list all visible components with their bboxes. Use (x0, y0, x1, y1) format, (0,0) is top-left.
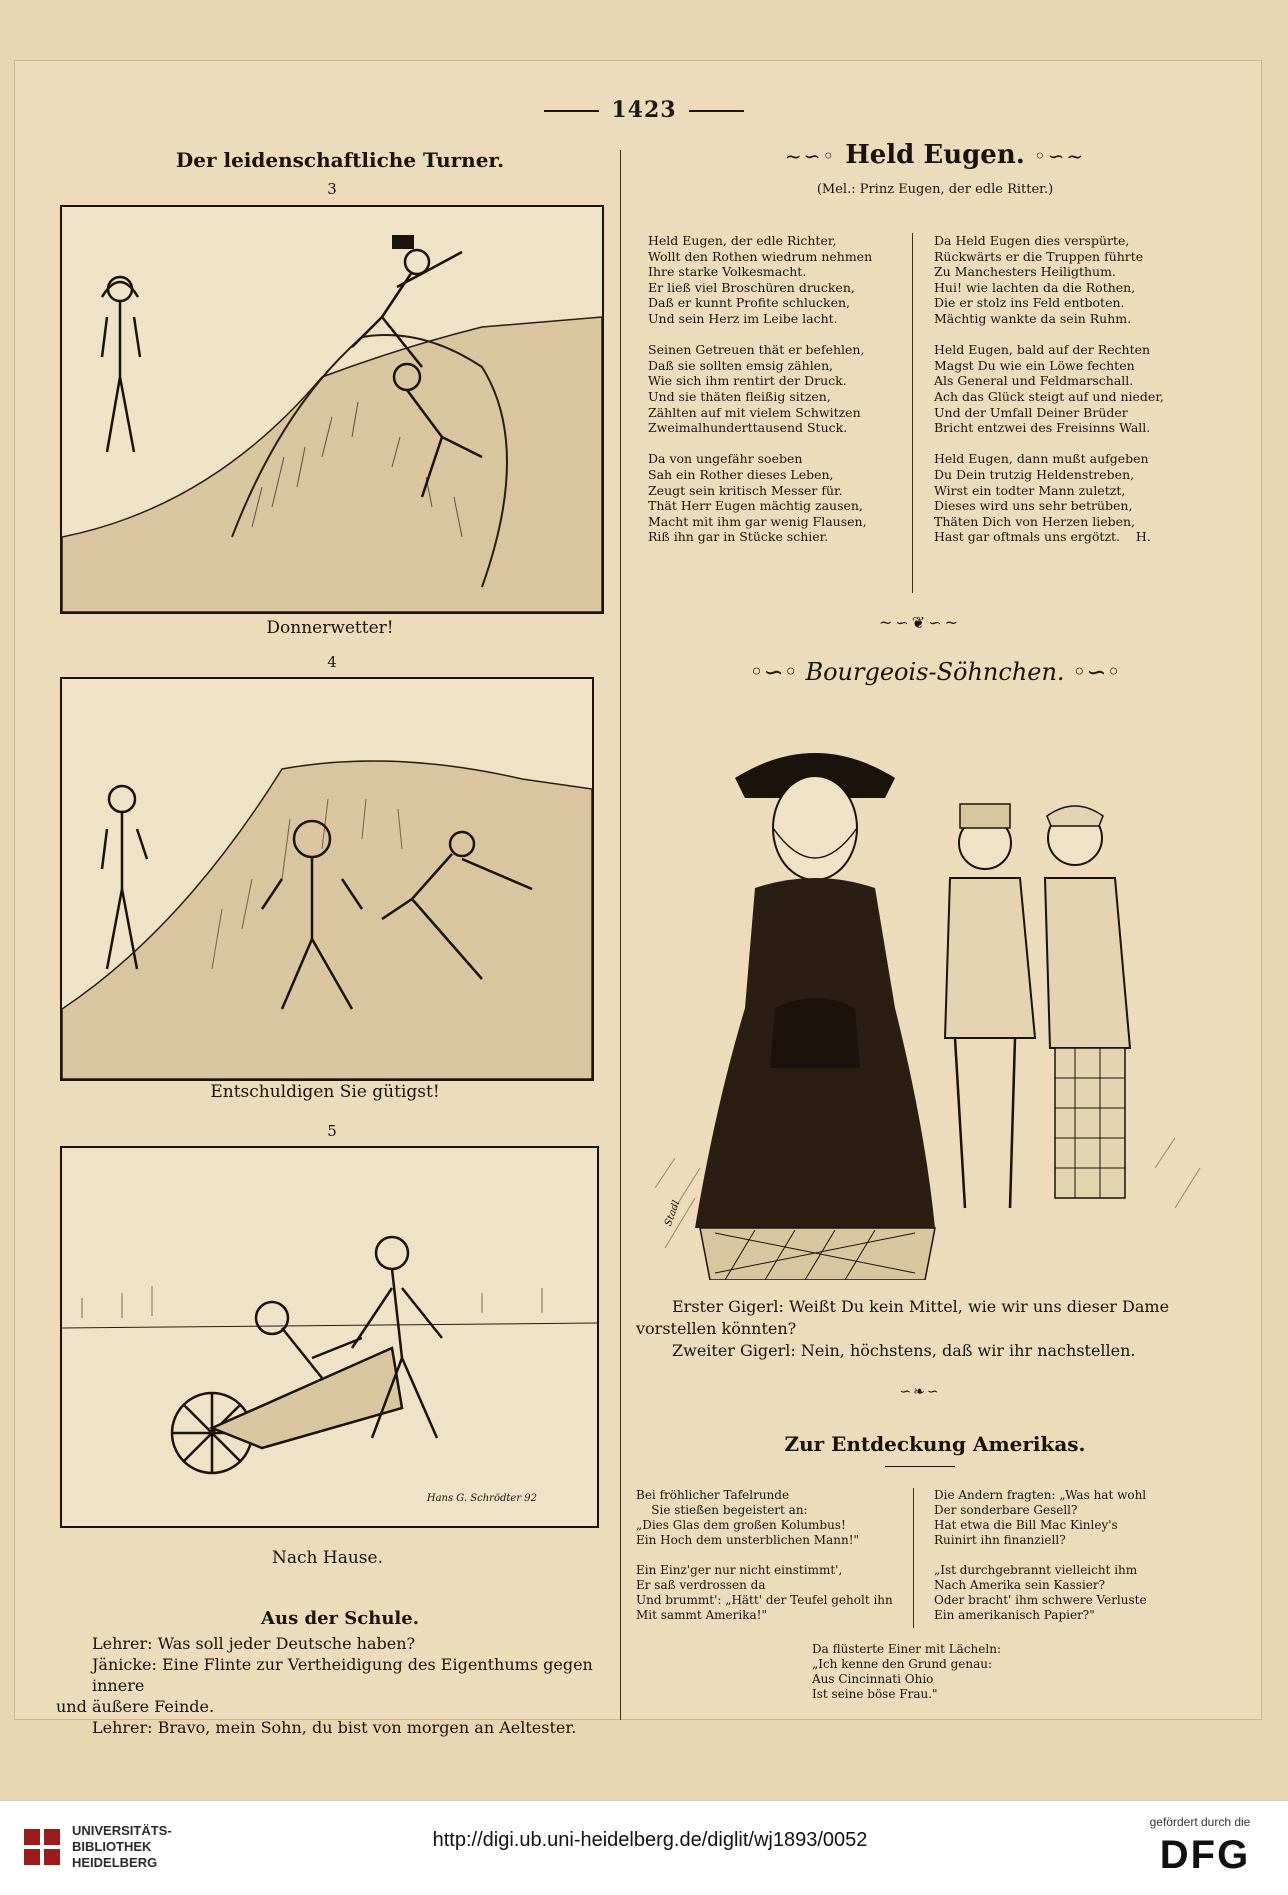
bourgeois-title: Bourgeois-Söhnchen. (805, 658, 1065, 686)
schule-line: Jänicke: Eine Flinte zur Vertheidigung des Eigenthums gegen innere (92, 1655, 593, 1695)
column-separator (620, 150, 621, 1720)
library-logo-icon (22, 1827, 62, 1867)
page-number: 1423 (0, 97, 1288, 123)
heading-ornament: ◦∽◦ (749, 658, 798, 686)
schule-line: Lehrer: Was soll jeder Deutsche haben? (92, 1634, 416, 1653)
heading-ornament: ~∽◦ (784, 144, 837, 168)
panel-3-drawing (62, 207, 602, 612)
heading-ornament: ◦∽◦ (1072, 658, 1121, 686)
held-eugen-col2: Da Held Eugen dies verspürte, Rückwärts er die Truppen führte Zu Manchesters Heiligthum. Hui! wie lachten da die Rothen, Die er stolz ins Feld entboten. Mächtig wankte da sein Ruhm. Held Eugen, bald auf der Rechten Magst Du wie ein Löwe fechten Als General und Feldmarschall. Ach das Glück steigt auf und nieder, Und der Umfall Deiner Brüder Bricht entzwei des Freisinns Wall. Held Eugen, dann mußt aufgeben Du Dein trutzig Heldenstreben, Wirst ein todter Mann zuletzt, Dieses wird uns sehr betrüben, Thäten Dich von Herzen lieben, Hast gar oftmals uns ergötzt. H. (934, 233, 1164, 545)
held-eugen-title: Held Eugen. (845, 140, 1025, 170)
poem-separator (912, 233, 913, 593)
panel-5-caption: Nach Hause. (272, 1548, 383, 1568)
bourgeois-dialog (636, 1296, 1236, 1362)
panel-number: 4 (327, 653, 337, 671)
title-rule (885, 1466, 955, 1467)
turner-title: Der leidenschaftliche Turner. (175, 148, 505, 172)
amerika-title: Zur Entdeckung Amerikas. (784, 1432, 1086, 1456)
schule-line: Lehrer: Bravo, mein Sohn, du bist von morgen an Aeltester. (92, 1718, 577, 1737)
panel-number: 5 (327, 1122, 337, 1140)
illustration-panel-3 (60, 205, 604, 614)
amerika-col1: Bei fröhlicher Tafelrunde Sie stießen begeistert an: „Dies Glas dem großen Kolumbus! Ein Hoch dem unsterblichen Mann!" Ein Einz'ger nur nicht einstimmt', Er saß verdrossen da Und brummt': „Hätt' der Teufel geholt ihn Mit sammt Amerika!" (636, 1488, 893, 1622)
panel-3-caption: Donnerwetter! (266, 618, 394, 638)
small-ornament: ∽❧∽ (899, 1384, 941, 1400)
held-eugen-heading (640, 140, 1230, 170)
dialog-line: Erster Gigerl: Weißt Du kein Mittel, wie wir uns dieser Dame vorstellen könnten? (636, 1297, 1170, 1338)
illustration-panel-4 (60, 677, 594, 1081)
source-url-link[interactable]: http://digi.ub.uni-heidelberg.de/diglit/wj1893/0052 (432, 1829, 868, 1851)
dialog-line: Zweiter Gigerl: Nein, höchstens, daß wir ihr nachstellen. (672, 1341, 1136, 1360)
panel-5-drawing (62, 1148, 597, 1526)
schule-title: Aus der Schule. (261, 1608, 419, 1629)
schule-text (56, 1633, 616, 1738)
library-footer (0, 1800, 1288, 1895)
panel-4-caption: Entschuldigen Sie gütigst! (210, 1082, 440, 1102)
bourgeois-drawing (655, 708, 1225, 1280)
panel-4-drawing (62, 679, 592, 1079)
funding-note: gefördert durch die (1149, 1815, 1251, 1829)
amerika-col3: Da flüsterte Einer mit Lächeln: „Ich kenne den Grund genau: Aus Cincinnati Ohio Ist seine böse Frau." (812, 1642, 1001, 1701)
bourgeois-illustration (655, 708, 1225, 1280)
panel-number: 3 (327, 180, 337, 198)
held-eugen-col1: Held Eugen, der edle Richter, Wollt den Rothen wiedrum nehmen Ihre starke Volkesmacht. Er ließ viel Broschüren drucken, Daß er kunnt Profite schlucken, Und sein Herz im Leibe lacht. Seinen Getreuen thät er befehlen, Daß sie sollten emsig zählen, Wie sich ihm rentirt der Druck. Und sie thäten fleißig sitzen, Zählten auf mit vielem Schwitzen Zweimalhunderttausend Stuck. Da von ungefähr soeben Sah ein Rother dieses Leben, Zeugt sein kritisch Messer für. Thät Herr Eugen mächtig zausen, Macht mit ihm gar wenig Flausen, Riß ihn gar in Stücke schier. (648, 233, 873, 545)
library-name: UNIVERSITÄTS- BIBLIOTHEK HEIDELBERG (72, 1823, 172, 1870)
artist-signature: Stadl (663, 1199, 683, 1228)
section-divider: ~∽❦∽~ (878, 613, 962, 632)
dfg-logo: DFG (1159, 1833, 1251, 1877)
illustration-panel-5 (60, 1146, 599, 1528)
schule-line: und äußere Feinde. (56, 1697, 215, 1716)
heading-ornament: ◦∽~ (1033, 144, 1086, 168)
bourgeois-heading (640, 658, 1230, 686)
artist-signature: Hans G. Schrödter 92 (426, 1493, 537, 1504)
melody-subtitle: (Mel.: Prinz Eugen, der edle Ritter.) (816, 182, 1054, 197)
amerika-col2: Die Andern fragten: „Was hat wohl Der sonderbare Gesell? Hat etwa die Bill Mac Kinley's Ruinirt ihn finanziell? „Ist durchgebrannt vielleicht ihm Nach Amerika sein Kassier? Oder bracht' ihm schwere Verluste Ein amerikanisch Papier?" (934, 1488, 1147, 1622)
poem-separator (913, 1488, 914, 1628)
